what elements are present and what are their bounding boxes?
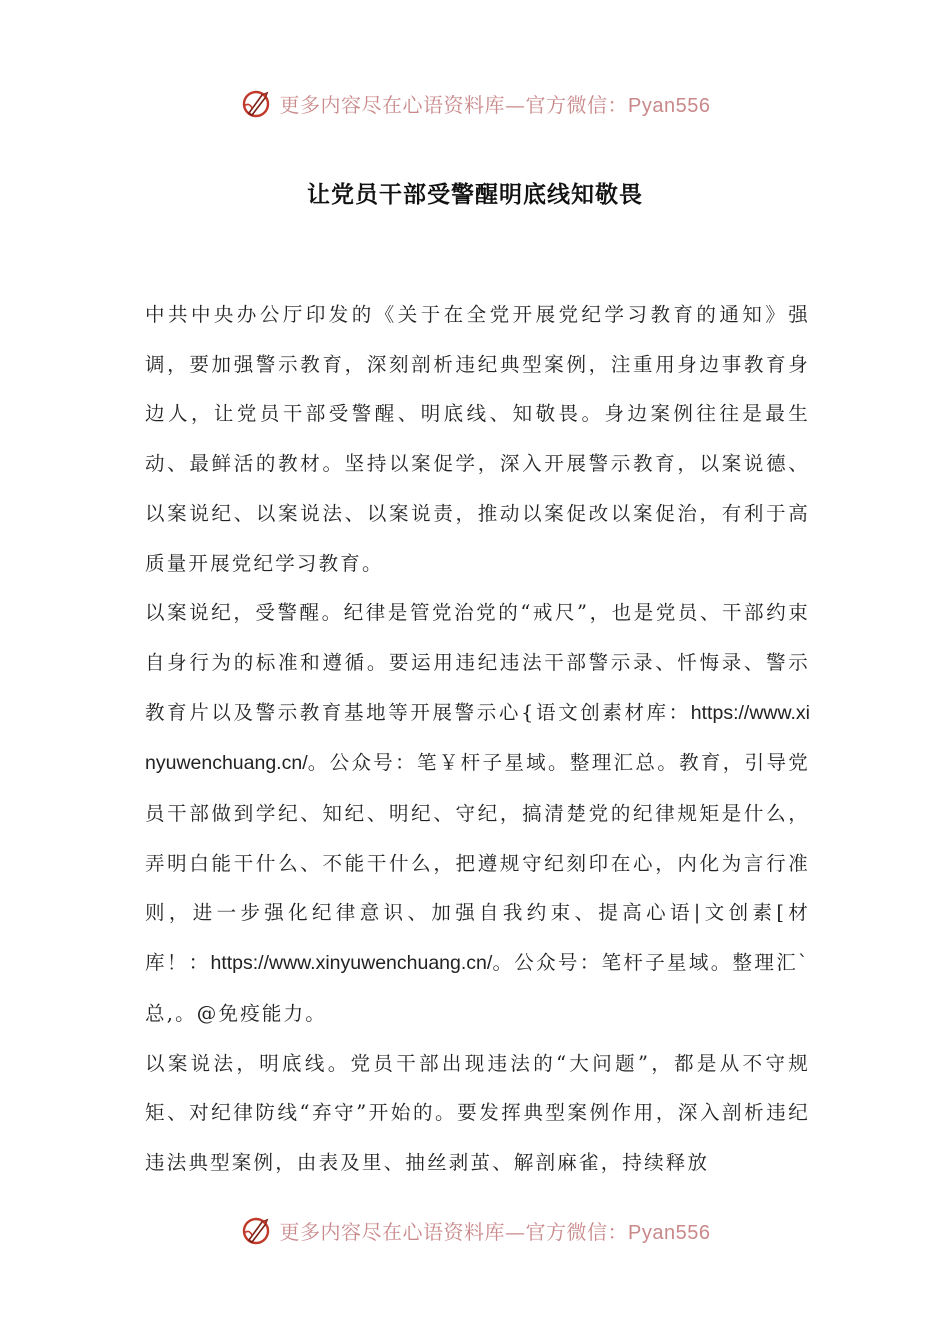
document-title: 让党员干部受警醒明底线知敬畏 (307, 181, 643, 208)
document-body (145, 290, 810, 1188)
banner-wechat-id: Pyan556 (628, 94, 711, 117)
pen-nib-logo-icon (240, 1213, 274, 1247)
banner-text (280, 1216, 711, 1245)
footer-banner (0, 1205, 950, 1255)
paragraph-2-part-2: 。公众号：笔￥杆子星域。整理汇总。教育，引导党员干部做到学纪、知纪、明纪、守纪，搞清楚党的纪律规矩是什么，弄明白能干什么、不能干什么，把遵规守纪刻印在心，内化为言行准则，进一步强化纪律意识、加强自我约束、提高心语|文创素[材库！： (145, 751, 810, 975)
paragraph-1: 中共中央办公厅印发的《关于在全党开展党纪学习教育的通知》强调，要加强警示教育，深刻剖析违纪典型案例，注重用身边事教育身边人，让党员干部受警醒、明底线、知敬畏。身边案例往往是最生动、最鲜活的教材。坚持以案促学，深入开展警示教育，以案说德、以案说纪、以案说法、以案说责，推动以案促改以案促治，有利于高质量开展党纪学习教育。 (145, 303, 810, 575)
banner-text-cn: 更多内容尽在心语资料库—官方微信： (279, 1219, 629, 1244)
banner-text-cn: 更多内容尽在心语资料库—官方微信： (279, 92, 629, 117)
paragraph-3: 以案说法，明底线。党员干部出现违法的“大问题”，都是从不守规矩、对纪律防线“弃守”开始的。要发挥典型案例作用，深入剖析违纪违法典型案例，由表及里、抽丝剥茧、解剖麻雀，持续释放 (145, 1051, 810, 1174)
banner-text (280, 89, 711, 118)
banner-wechat-id: Pyan556 (628, 1221, 711, 1244)
source-url-2: https://www.xinyuwenchuang.cn/ (210, 952, 493, 975)
paragraph-2-part-1: 以案说纪，受警醒。纪律是管党治党的“戒尺”，也是党员、干部约束自身行为的标准和遵循。要运用违纪违法干部警示录、忏悔录、警示教育片以及警示教育基地等开展警示心{语文创素材库： (145, 601, 810, 724)
pen-nib-logo-icon (240, 86, 274, 120)
header-banner (0, 78, 950, 128)
source-url-1: https://www.xinyuwenchuang.cn/ (145, 701, 810, 775)
paragraph-2-part-3: 。公众号：笔杆子星域。整理汇`总,。@免疫能力。 (145, 951, 810, 1025)
paragraph-2 (145, 588, 810, 1038)
